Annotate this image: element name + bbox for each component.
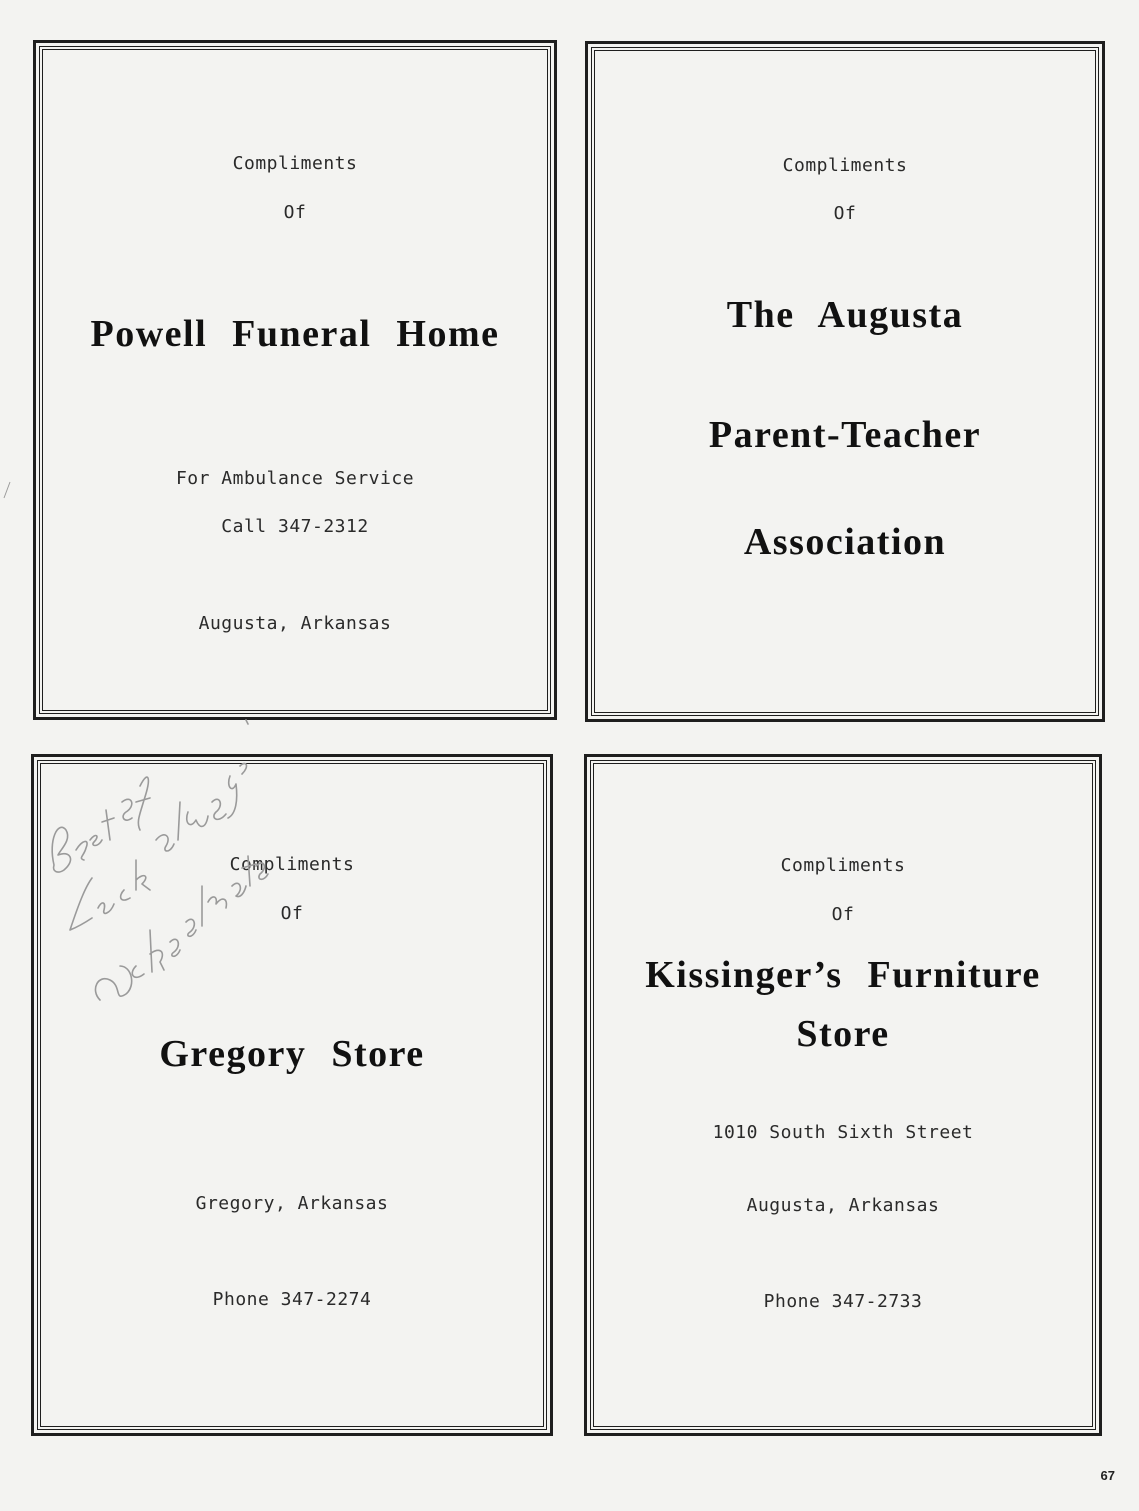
ad-content bbox=[593, 763, 1093, 1427]
location-line: Augusta, Arkansas bbox=[746, 1195, 940, 1216]
ad-frame bbox=[37, 760, 547, 1430]
phone-line: Phone 347-2274 bbox=[212, 1289, 372, 1310]
organization-name-line-1: The Augusta bbox=[726, 294, 964, 336]
ad-content bbox=[40, 763, 544, 1427]
business-name: Powell Funeral Home bbox=[90, 313, 500, 355]
phone-line: Phone 347-2733 bbox=[763, 1291, 923, 1312]
compliments-label: Compliments bbox=[229, 854, 355, 875]
ad-content bbox=[594, 50, 1096, 713]
ad-kissingers-furniture bbox=[584, 754, 1102, 1436]
location-line: Augusta, Arkansas bbox=[198, 613, 392, 634]
of-label: Of bbox=[280, 903, 304, 924]
ad-frame bbox=[591, 47, 1099, 716]
stray-pencil-mark bbox=[2, 480, 12, 500]
business-name: Gregory Store bbox=[159, 1033, 425, 1075]
address-line: 1010 South Sixth Street bbox=[712, 1122, 974, 1143]
ad-frame bbox=[39, 46, 551, 714]
business-name-line-2: Store bbox=[796, 1013, 890, 1055]
of-label: Of bbox=[833, 203, 857, 224]
ad-gregory-store bbox=[31, 754, 553, 1436]
of-label: Of bbox=[283, 202, 307, 223]
business-name-line-1: Kissinger’s Furniture bbox=[645, 954, 1041, 996]
compliments-label: Compliments bbox=[232, 153, 358, 174]
organization-name-line-2: Parent-Teacher bbox=[708, 414, 982, 456]
ad-powell-funeral-home bbox=[33, 40, 557, 720]
organization-name-line-3: Association bbox=[743, 521, 947, 563]
ad-content bbox=[42, 49, 548, 711]
page-number: 67 bbox=[1100, 1468, 1115, 1483]
ad-augusta-pta bbox=[585, 41, 1105, 722]
compliments-label: Compliments bbox=[782, 155, 908, 176]
of-label: Of bbox=[831, 904, 855, 925]
phone-line: Call 347-2312 bbox=[221, 516, 369, 537]
compliments-label: Compliments bbox=[780, 855, 906, 876]
service-line: For Ambulance Service bbox=[175, 468, 415, 489]
location-line: Gregory, Arkansas bbox=[195, 1193, 389, 1214]
ad-frame bbox=[590, 760, 1096, 1430]
